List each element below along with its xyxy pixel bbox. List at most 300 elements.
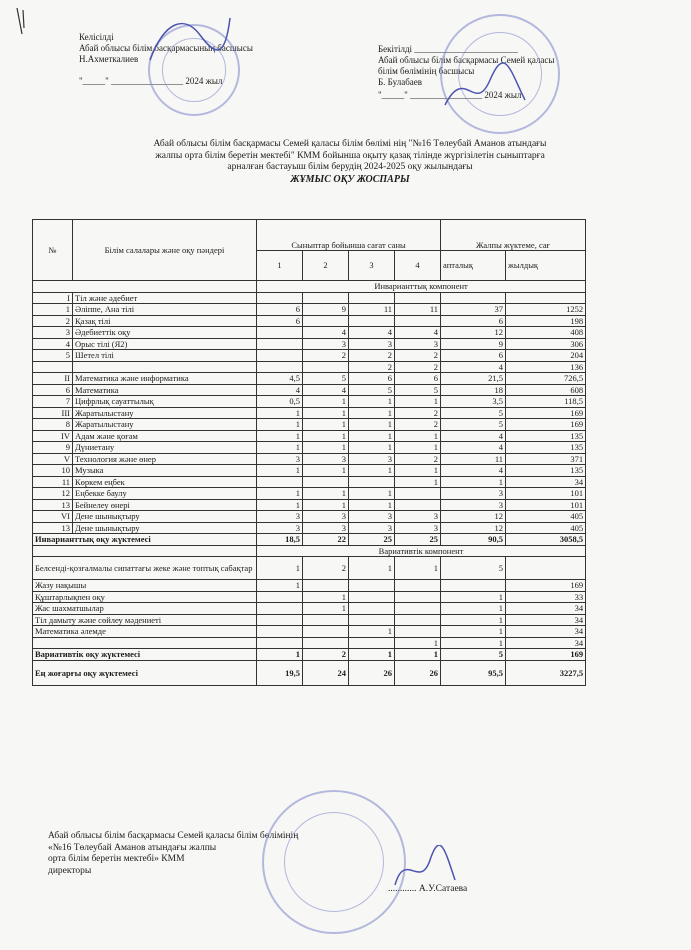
table-row (33, 626, 586, 638)
row-value-w: 9 (441, 338, 506, 350)
row-value-g1: 1 (257, 419, 303, 431)
row-value-g4: 1 (395, 430, 441, 442)
row-value-w: 3 (441, 499, 506, 511)
row-number: 9 (33, 442, 73, 454)
row-subject: Еңбекке баулу (73, 488, 257, 500)
row-number: II (33, 373, 73, 385)
invariant-title-row (33, 281, 586, 293)
row-value-y: 408 (506, 327, 586, 339)
row-subject: Орыс тілі (Я2) (73, 338, 257, 350)
row-value-g4 (395, 626, 441, 638)
row-value-g1 (257, 350, 303, 362)
row-value-w: 6 (441, 350, 506, 362)
row-value-w: 5 (441, 407, 506, 419)
table-row (33, 591, 586, 603)
row-value-g4 (395, 499, 441, 511)
row-value-g2 (303, 614, 349, 626)
row-subject: Математика (73, 384, 257, 396)
row-value-g4 (395, 315, 441, 327)
table-row (33, 338, 586, 350)
footer-line2: «№16 Төлеубай Аманов атындағы жалпы (48, 842, 217, 853)
row-value-g4: 1 (395, 442, 441, 454)
table-row (33, 361, 586, 373)
row-value-g2 (303, 580, 349, 592)
row-value-w: 5 (441, 419, 506, 431)
row-number: 7 (33, 396, 73, 408)
row-value-g3: 1 (349, 626, 395, 638)
table-row (33, 499, 586, 511)
row-value-g1 (257, 603, 303, 615)
row-value-y: 34 (506, 626, 586, 638)
approval-right-line2: Абай облысы білім басқармасы Семей қаласы (378, 55, 555, 65)
header-grade-4: 4 (395, 250, 441, 281)
variative-total-g3: 1 (349, 649, 395, 661)
variative-total-w: 5 (441, 649, 506, 661)
row-value-g4: 2 (395, 453, 441, 465)
row-value-g2: 1 (303, 407, 349, 419)
table-row (33, 580, 586, 592)
title-heading: ЖҰМЫС ОҚУ ЖОСПАРЫ (290, 173, 410, 185)
row-number: 4 (33, 338, 73, 350)
table-row (33, 419, 586, 431)
row-value-w: 12 (441, 327, 506, 339)
row-subject: Қазақ тілі (73, 315, 257, 327)
row-value-g4: 1 (395, 396, 441, 408)
row-subject: Әдебиеттік оқу (73, 327, 257, 339)
row-value-g3: 5 (349, 384, 395, 396)
approval-right-line3: білім бөлімінің басшысы (378, 66, 475, 76)
row-value-g3: 1 (349, 407, 395, 419)
approval-right-line1: Бекітілді _______________________ (378, 44, 518, 54)
row-value-g3: 3 (349, 522, 395, 534)
row-value-g2: 1 (303, 419, 349, 431)
row-value-g4: 3 (395, 522, 441, 534)
row-subject: Жаратылыстану (73, 419, 257, 431)
row-value-g1: 1 (257, 407, 303, 419)
row-value-w: 1 (441, 603, 506, 615)
row-number: VI (33, 511, 73, 523)
row-value-y: 136 (506, 361, 586, 373)
row-value-y: 608 (506, 384, 586, 396)
row-value-w: 1 (441, 626, 506, 638)
row-value-y: 726,5 (506, 373, 586, 385)
row-value-g2: 1 (303, 430, 349, 442)
header-grade-3: 3 (349, 250, 395, 281)
row-subject: Жаратылыстану (73, 407, 257, 419)
row-value-g1 (257, 338, 303, 350)
row-value-g1 (257, 361, 303, 373)
title-line1: Абай облысы білім басқармасы Семей қаласы білім бөлімі нің "№16 Төлеубай Аманов атындағы (153, 139, 547, 149)
row-value-g1: 1 (257, 557, 303, 580)
table-row (33, 603, 586, 615)
row-value-g1 (257, 292, 303, 304)
row-value-g3: 1 (349, 488, 395, 500)
row-value-g1: 0,5 (257, 396, 303, 408)
row-value-w: 3 (441, 488, 506, 500)
row-value-g3 (349, 603, 395, 615)
row-number: 6 (33, 384, 73, 396)
row-value-g1 (257, 614, 303, 626)
table-row (33, 614, 586, 626)
row-value-w: 4 (441, 430, 506, 442)
row-value-y: 135 (506, 430, 586, 442)
row-value-g3 (349, 292, 395, 304)
row-value-g2: 3 (303, 522, 349, 534)
signature-right (440, 60, 530, 120)
row-value-g3 (349, 637, 395, 649)
row-value-g4 (395, 614, 441, 626)
row-value-g4 (395, 292, 441, 304)
table-row (33, 637, 586, 649)
table-row (33, 465, 586, 477)
footer-line4: директоры (48, 865, 92, 876)
row-value-g2: 1 (303, 488, 349, 500)
row-value-y: 405 (506, 522, 586, 534)
approval-left-line2: Абай облысы білім басқармасының басшысы (79, 43, 253, 53)
table-row (33, 396, 586, 408)
curriculum-table (32, 219, 586, 686)
row-number: 13 (33, 522, 73, 534)
row-value-w: 11 (441, 453, 506, 465)
max-total-g3: 26 (349, 660, 395, 685)
row-number: 3 (33, 327, 73, 339)
row-subject: Көркем еңбек (73, 476, 257, 488)
row-value-y: 101 (506, 499, 586, 511)
row-value-g4: 1 (395, 465, 441, 477)
row-value-w: 5 (441, 557, 506, 580)
row-value-y: 34 (506, 476, 586, 488)
invariant-total-label: Инварианттық оқу жүктемесі (33, 534, 257, 546)
invariant-total-g1: 18,5 (257, 534, 303, 546)
row-value-g2 (303, 626, 349, 638)
row-value-g3: 2 (349, 361, 395, 373)
row-number: I (33, 292, 73, 304)
row-subject: Белсенді-қозғалмалы сипаттағы жеке және топтық сабақтар (33, 557, 257, 580)
row-value-g4: 11 (395, 304, 441, 316)
row-value-g2: 3 (303, 511, 349, 523)
row-value-y: 198 (506, 315, 586, 327)
row-value-g1 (257, 476, 303, 488)
row-value-g1: 3 (257, 522, 303, 534)
row-value-g2: 4 (303, 327, 349, 339)
table-row (33, 522, 586, 534)
row-value-g2 (303, 637, 349, 649)
row-subject: Технология және өнер (73, 453, 257, 465)
row-subject: Әліппе, Ана тілі (73, 304, 257, 316)
table-cell (33, 281, 257, 293)
row-number: 10 (33, 465, 73, 477)
table-header-row (33, 220, 586, 251)
row-number: V (33, 453, 73, 465)
row-value-y: 118,5 (506, 396, 586, 408)
max-total (33, 660, 586, 685)
max-total-y: 3227,5 (506, 660, 586, 685)
approval-left-date: "_____" ________________ 2024 жыл (79, 76, 223, 86)
row-value-w (441, 580, 506, 592)
row-value-g4 (395, 603, 441, 615)
invariant-title: Инварианттық компонент (257, 281, 586, 293)
row-subject: Дене шынықтыру (73, 522, 257, 534)
row-value-y: 34 (506, 614, 586, 626)
header-subject-cell: Білім салалары және оқу пәндері (73, 220, 257, 281)
row-value-w: 1 (441, 637, 506, 649)
row-value-g3: 1 (349, 465, 395, 477)
row-value-y: 1252 (506, 304, 586, 316)
row-value-g1: 1 (257, 442, 303, 454)
row-value-g2 (303, 361, 349, 373)
document-title (60, 139, 640, 185)
row-value-y: 169 (506, 419, 586, 431)
footer-line1: Абай облысы білім басқармасы Семей қаласы білім бөлімінің (48, 831, 299, 841)
row-value-g2: 1 (303, 396, 349, 408)
row-value-g1 (257, 327, 303, 339)
row-value-g2 (303, 315, 349, 327)
row-value-y: 371 (506, 453, 586, 465)
row-value-g3: 1 (349, 442, 395, 454)
row-value-g2: 1 (303, 603, 349, 615)
row-value-y (506, 557, 586, 580)
row-value-g3: 3 (349, 511, 395, 523)
variative-total-g4: 1 (395, 649, 441, 661)
row-value-g4: 2 (395, 407, 441, 419)
row-number: 13 (33, 499, 73, 511)
row-value-g3: 2 (349, 350, 395, 362)
row-value-g4: 2 (395, 361, 441, 373)
row-value-w (441, 292, 506, 304)
row-value-g3: 6 (349, 373, 395, 385)
table-row (33, 511, 586, 523)
header-grades-title: Сыныптар бойынша сағат саны (257, 220, 441, 251)
row-value-g1: 6 (257, 315, 303, 327)
row-number: 5 (33, 350, 73, 362)
row-value-w: 37 (441, 304, 506, 316)
row-value-w: 12 (441, 511, 506, 523)
row-value-w: 1 (441, 476, 506, 488)
variative-total-label: Вариативтік оқу жүктемесі (33, 649, 257, 661)
row-value-g2 (303, 292, 349, 304)
row-value-g4: 1 (395, 476, 441, 488)
row-value-g1: 6 (257, 304, 303, 316)
max-total-g2: 24 (303, 660, 349, 685)
row-subject (33, 637, 257, 649)
row-value-y: 405 (506, 511, 586, 523)
row-value-g2 (303, 476, 349, 488)
row-subject: Бейнелеу өнері (73, 499, 257, 511)
max-total-label: Ең жоғарғы оқу жүктемесі (33, 660, 257, 685)
row-value-g3: 11 (349, 304, 395, 316)
row-value-w: 6 (441, 315, 506, 327)
row-value-g1: 1 (257, 580, 303, 592)
row-number: 2 (33, 315, 73, 327)
table-row (33, 430, 586, 442)
stamp-footer-seal (262, 790, 406, 934)
row-value-g3: 1 (349, 396, 395, 408)
row-number: III (33, 407, 73, 419)
variative-total-y: 169 (506, 649, 586, 661)
table-row (33, 315, 586, 327)
header-yearly-cell: жылдық (506, 250, 586, 281)
header-grade-2: 2 (303, 250, 349, 281)
row-value-g1 (257, 637, 303, 649)
table-row (33, 476, 586, 488)
row-value-y: 169 (506, 407, 586, 419)
row-value-g4: 1 (395, 557, 441, 580)
table-row (33, 304, 586, 316)
row-value-g2: 1 (303, 465, 349, 477)
invariant-total-g4: 25 (395, 534, 441, 546)
footer-block (48, 831, 298, 877)
row-value-w: 4 (441, 442, 506, 454)
row-number: 8 (33, 419, 73, 431)
row-value-g3: 1 (349, 557, 395, 580)
row-value-g2: 2 (303, 557, 349, 580)
variative-title-row (33, 545, 586, 557)
row-value-y (506, 292, 586, 304)
table-row (33, 407, 586, 419)
row-value-g4: 3 (395, 511, 441, 523)
row-value-g3: 3 (349, 338, 395, 350)
variative-total-g2: 2 (303, 649, 349, 661)
approval-right-line4: Б. Булабаев (378, 77, 423, 87)
header-weekly-cell: апталық (441, 250, 506, 281)
row-value-g3: 3 (349, 453, 395, 465)
row-value-y: 34 (506, 603, 586, 615)
row-subject: Цифрлық сауаттылық (73, 396, 257, 408)
row-value-g2: 3 (303, 338, 349, 350)
row-value-g2: 1 (303, 442, 349, 454)
signature-footer (390, 845, 460, 895)
row-value-g3 (349, 580, 395, 592)
row-value-g1: 4,5 (257, 373, 303, 385)
row-value-g2: 1 (303, 499, 349, 511)
row-value-g2: 3 (303, 453, 349, 465)
row-subject: Адам және қоғам (73, 430, 257, 442)
corner-mark (14, 6, 26, 36)
variative-total-g1: 1 (257, 649, 303, 661)
row-value-g2: 9 (303, 304, 349, 316)
row-value-g4: 4 (395, 327, 441, 339)
row-subject: Математика және информатика (73, 373, 257, 385)
row-value-g3: 1 (349, 499, 395, 511)
footer-signer: ............ А.У.Сатаева (388, 884, 468, 894)
row-value-w: 18 (441, 384, 506, 396)
row-value-g1: 3 (257, 453, 303, 465)
row-value-y: 135 (506, 442, 586, 454)
table-row (33, 373, 586, 385)
row-value-y: 34 (506, 637, 586, 649)
table-row (33, 350, 586, 362)
invariant-total-w: 90,5 (441, 534, 506, 546)
row-value-g1: 1 (257, 488, 303, 500)
row-value-w: 3,5 (441, 396, 506, 408)
row-subject: Құштарлықпен оқу (33, 591, 257, 603)
row-value-w: 21,5 (441, 373, 506, 385)
invariant-total-g3: 25 (349, 534, 395, 546)
row-value-g4 (395, 580, 441, 592)
row-value-y: 204 (506, 350, 586, 362)
row-subject: Жас шахматшылар (33, 603, 257, 615)
row-value-g3 (349, 614, 395, 626)
row-value-y: 135 (506, 465, 586, 477)
variative-total (33, 649, 586, 661)
row-number: 1 (33, 304, 73, 316)
row-value-y: 169 (506, 580, 586, 592)
approval-left-line3: Н.Ахметкалиев (79, 54, 139, 64)
row-value-y: 306 (506, 338, 586, 350)
row-value-g4: 2 (395, 419, 441, 431)
table-row (33, 384, 586, 396)
row-value-g4: 1 (395, 637, 441, 649)
row-value-g3: 4 (349, 327, 395, 339)
row-value-g3 (349, 315, 395, 327)
table-row (33, 442, 586, 454)
row-value-y: 33 (506, 591, 586, 603)
row-value-g1: 1 (257, 465, 303, 477)
row-value-g1: 4 (257, 384, 303, 396)
header-num-cell: № (33, 220, 73, 281)
row-value-g3: 1 (349, 430, 395, 442)
invariant-total (33, 534, 586, 546)
row-value-g1: 1 (257, 499, 303, 511)
max-total-g4: 26 (395, 660, 441, 685)
max-total-w: 95,5 (441, 660, 506, 685)
row-value-g2: 1 (303, 591, 349, 603)
row-number (33, 361, 73, 373)
row-value-g3 (349, 476, 395, 488)
row-number: 12 (33, 488, 73, 500)
table-row (33, 557, 586, 580)
title-line2: жалпы орта білім беретін мектебі" КММ бойынша оқыту қазақ тілінде жүргізілетін сыныптарға (155, 150, 545, 161)
row-subject: Жазу нақышы (33, 580, 257, 592)
row-subject: Дене шынықтыру (73, 511, 257, 523)
header-total-title: Жалпы жүктеме, сағ (441, 220, 586, 251)
invariant-total-g2: 22 (303, 534, 349, 546)
row-value-g4: 3 (395, 338, 441, 350)
row-value-g4 (395, 488, 441, 500)
row-value-g2: 5 (303, 373, 349, 385)
variative-title: Вариативтік компонент (257, 545, 586, 557)
approval-left-line1: Келісілді (79, 32, 114, 42)
row-value-g4 (395, 591, 441, 603)
row-subject: Музыка (73, 465, 257, 477)
table-row (33, 292, 586, 304)
row-value-g4: 5 (395, 384, 441, 396)
row-value-w: 4 (441, 361, 506, 373)
row-subject (73, 361, 257, 373)
row-value-w: 12 (441, 522, 506, 534)
row-value-w: 1 (441, 591, 506, 603)
header-grade-1: 1 (257, 250, 303, 281)
title-line3: арналған бастауыш білім берудің 2024-2025 оқу жылындағы (227, 162, 473, 172)
table-row (33, 453, 586, 465)
row-subject: Тіл және әдебиет (73, 292, 257, 304)
row-value-g2: 4 (303, 384, 349, 396)
footer-line3: орта білім беретін мектебі» КММ (48, 854, 185, 864)
row-value-w: 1 (441, 614, 506, 626)
max-total-g1: 19,5 (257, 660, 303, 685)
row-subject: Тіл дамыту және сөйлеу мәдениеті (33, 614, 257, 626)
row-value-g1: 3 (257, 511, 303, 523)
row-value-g4: 2 (395, 350, 441, 362)
row-subject: Шетел тілі (73, 350, 257, 362)
row-number: IV (33, 430, 73, 442)
row-value-g3: 1 (349, 419, 395, 431)
invariant-total-y: 3058,5 (506, 534, 586, 546)
row-value-y: 101 (506, 488, 586, 500)
row-value-g2: 2 (303, 350, 349, 362)
table-row (33, 488, 586, 500)
table-row (33, 327, 586, 339)
